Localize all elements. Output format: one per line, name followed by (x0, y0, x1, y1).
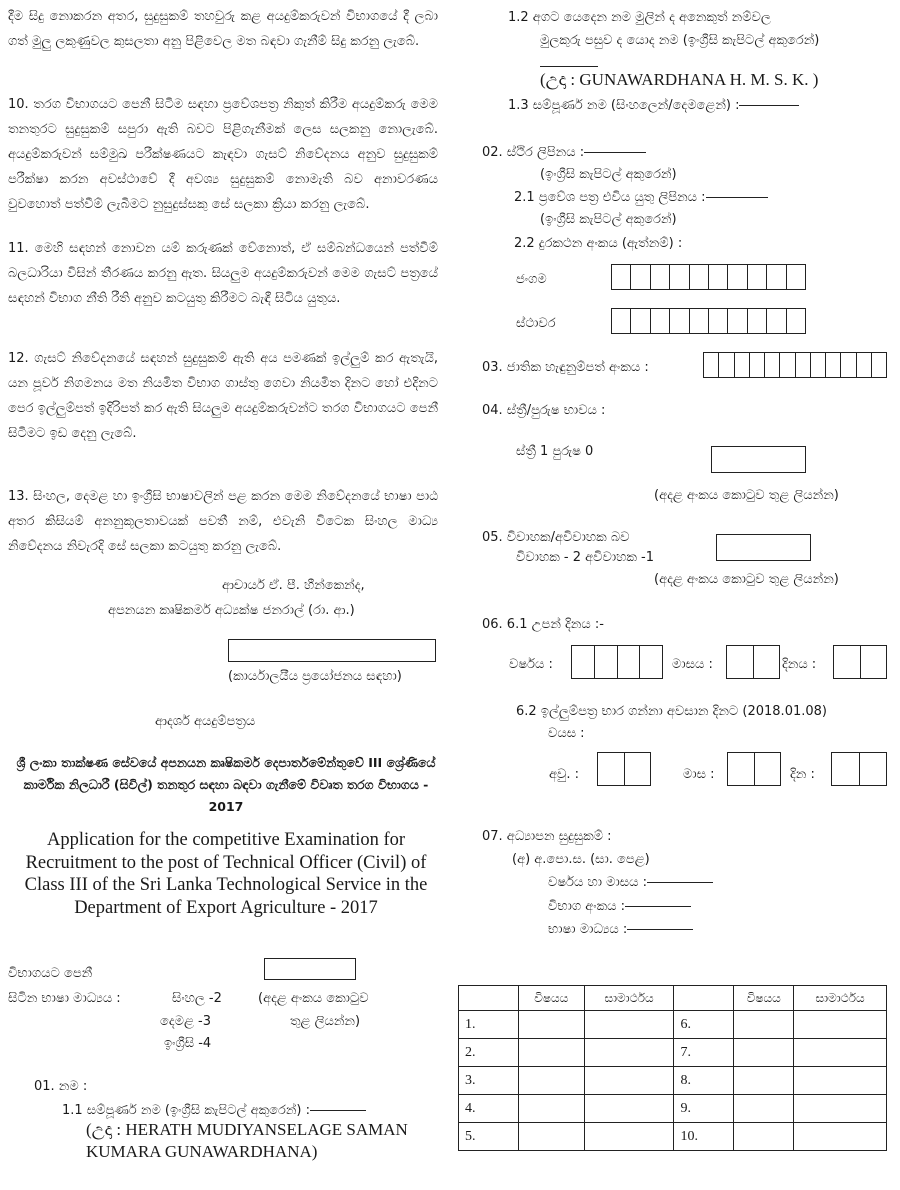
q13-text: 1.3 සම්පූර්ණ නම (සිංහලෙන්/දෙමළෙන්) : (508, 98, 740, 113)
q04-note: (අදළ අංකය කොටුව තුළ ලියන්න) (654, 488, 839, 503)
q12-label-line1: 1.2 අගට යෙදෙන නම මුලින් ද අනෙකුත් නම්වල (508, 10, 771, 25)
medium-label-line2: සිටින භාෂා මාධ්‍යය : (8, 991, 121, 1006)
sinhala-title: ශ්‍රී ලංකා තාක්ෂණ සේවයේ අපනයන කෘෂිකර්ම දෙපාර්තමේන්තුවේ III ශ්‍රේණියේ කාර්මික නිලධාරී (සිවිල්) තනතුර සඳහා බඳවා ගැනීමේ විවෘත තරග විභාගය - 2017 (16, 755, 436, 814)
q07-year-month-blank[interactable] (647, 882, 713, 883)
subject-cell[interactable] (518, 1067, 584, 1095)
age-months-label: මාස : (683, 767, 715, 782)
paragraph-13: 13. සිංහල, දෙමළ හා ඉංග්‍රීසි භාෂාවලින් පළ කරන මෙම නිවේදනයේ භාෂා පාඨ අතර කිසියම් අනනුකූලතාවයක් පවතී නම්, එවැනි විටෙක සිංහල මාධ්‍ය නිවේදනය නිවැරදි සේ සලකා කටයුතු කරනු ලැබේ. (8, 489, 438, 554)
q11-blank[interactable] (310, 1110, 366, 1111)
medium-sinhala: සිංහල -2 (172, 991, 222, 1006)
q03-label: 03. ජාතික හැඳුනුම්පත් අංකය : (482, 360, 649, 375)
q05-note: (අදළ අංකය කොටුව තුළ ලියන්න) (654, 572, 839, 587)
header-grade: සාමාර්ථය (584, 986, 674, 1011)
q12-label-line2: මුලකුරු පසුව ද යොද නම (ඉංග්‍රීසි කැපිටල් අකුරෙන්) (540, 33, 820, 48)
q12-blank[interactable] (540, 66, 598, 67)
row-number: 7. (674, 1039, 734, 1067)
medium-box[interactable] (264, 958, 356, 980)
nic-boxes[interactable] (703, 352, 887, 378)
q21-blank[interactable] (706, 197, 768, 198)
subject-cell[interactable] (518, 1039, 584, 1067)
q21-label (514, 190, 768, 205)
grade-cell[interactable] (794, 1039, 887, 1067)
marital-box[interactable] (716, 534, 811, 561)
dob-day-label: දිනය : (782, 657, 817, 672)
table-row (459, 1123, 887, 1151)
q07-medium-blank[interactable] (627, 929, 693, 930)
paragraph-intro: දීම සිදු නොකරන අතර, සුදුසුකම් තහවුරු කළ අයදුම්කරුවන් විභාගයේ දී ලබා ගත් මුලු ලකුණුවල කුසලතා අනු පිළිවෙල මත බඳවා ගැනීම් සිදු කරනු ලැබේ. (8, 9, 438, 49)
signatory-title: අපනයන කෘෂිකර්ම අධ්‍යක්ෂ ජනරාල් (රා. ආ.) (108, 603, 355, 618)
office-use-label: (කාර්යාලයීය ප්‍රයෝජනය සඳහා) (228, 669, 402, 684)
age-months-boxes[interactable] (727, 752, 781, 786)
q07-year-month-text: වර්ෂය හා මාසය : (548, 875, 647, 890)
q04-options: ස්ත්‍රී 1 පුරුෂ 0 (516, 444, 594, 459)
office-use-box[interactable] (228, 639, 436, 662)
subject-cell[interactable] (734, 1067, 794, 1095)
q04-label: 04. ස්ත්‍රී/පුරුෂ භාවය : (482, 403, 606, 418)
subject-cell[interactable] (734, 1039, 794, 1067)
q07-index-blank[interactable] (625, 906, 691, 907)
q62-label-line1: 6.2 ඉල්ලුම්පත්‍ර භාර ගන්නා අවසාන දිනට (2018.01.08) (516, 704, 827, 719)
grade-cell[interactable] (794, 1067, 887, 1095)
subject-cell[interactable] (734, 1011, 794, 1039)
age-years-label: අවු. : (549, 767, 579, 782)
row-number: 1. (459, 1011, 519, 1039)
row-number: 4. (459, 1095, 519, 1123)
grade-cell[interactable] (584, 1123, 674, 1151)
phone-fixed-boxes[interactable] (611, 308, 806, 334)
q05-options: විවාහක - 2 අවිවාහක -1 (516, 550, 654, 565)
grade-cell[interactable] (584, 1067, 674, 1095)
subject-cell[interactable] (734, 1123, 794, 1151)
subject-cell[interactable] (518, 1095, 584, 1123)
grade-cell[interactable] (584, 1011, 674, 1039)
q07-label: 07. අධ්‍යාපන සුදුසුකම් : (482, 829, 612, 844)
grade-cell[interactable] (794, 1095, 887, 1123)
q02-sub: (ඉංග්‍රීසි කැපිටල් අකුරෙන්) (540, 167, 677, 182)
subject-cell[interactable] (518, 1123, 584, 1151)
q13-blank[interactable] (739, 105, 799, 106)
grade-cell[interactable] (584, 1039, 674, 1067)
grade-cell[interactable] (584, 1095, 674, 1123)
paragraph-11: 11. මෙහි සඳහන් නොවන යම් කරුණක් වේනොත්, ඒ සම්බන්ධයෙන් පත්වීම් බලධාරියා විසින් තීරණය කරනු ඇත. සියලුම අයදුම්කරුවන් මෙම ගැසට් පත්‍රයේ සඳහන් විභාග නීති රීති අනුව කටයුතු කිරීමට බැඳී සිටිය යුතුය. (8, 241, 438, 306)
row-number: 8. (674, 1067, 734, 1095)
dob-month-label: මාසය : (672, 657, 713, 672)
medium-note-line1: (අදළ අංකය කොටුව (258, 991, 369, 1006)
q02-text: 02. ස්ථිර ලිපිනය : (482, 145, 585, 160)
row-number: 3. (459, 1067, 519, 1095)
q11-text: 1.1 සම්පූර්ණ නම (ඉංග්‍රීසි කැපිටල් අකුරෙන්) : (62, 1103, 310, 1118)
q07-year-month (548, 875, 713, 890)
row-number: 6. (674, 1011, 734, 1039)
q07-medium-text: භාෂා මාධ්‍යය : (548, 922, 628, 937)
table-row (459, 1067, 887, 1095)
q11-label (62, 1103, 366, 1118)
header-subject: විෂයය (734, 986, 794, 1011)
grade-cell[interactable] (794, 1011, 887, 1039)
age-days-boxes[interactable] (831, 752, 887, 786)
table-row (459, 1039, 887, 1067)
medium-label-line1: විභාගයට පෙනී (8, 966, 93, 981)
row-number: 2. (459, 1039, 519, 1067)
dob-year-label: වර්ෂය : (509, 657, 553, 672)
signatory-name: ආචාර්ය ඒ. පී. හීන්කෙන්ද, (222, 578, 365, 593)
q01-label: 01. නම : (34, 1079, 88, 1094)
gender-box[interactable] (711, 446, 806, 473)
paragraph-12: 12. ගැසට් නිවේදනයේ සඳහන් සුදුසුකම් ඇති අය පමණක් ඉල්ලුම් කර ඇතැයි, යන පූර්ව නිගමනය මත නියමිත විභාග ගාස්තු ගෙවා නියමිත දිනට හෝ එදිනට පෙර ඉල්ලුම්පත් ඉදිරිපත් කර ඇති සියලුම අයදුම්කරුවන්ට තරග විභාගයට පෙනී සිටීමට ඉඩ දෙනු ලැබේ. (8, 351, 438, 441)
model-form-heading: ආදර්ශ අයදුම්පත්‍රය (155, 714, 256, 729)
phone-mobile-label: ජංගම (516, 272, 547, 287)
english-title: Application for the competitive Examination for Recruitment to the post of Technical Officer (Civil) of Class III of the Sri Lanka Technological Service in the Department of Export Agriculture - 2017 (24, 830, 428, 918)
subject-cell[interactable] (518, 1011, 584, 1039)
q11-example-line2: KUMARA GUNAWARDHANA) (86, 1142, 318, 1161)
row-number: 5. (459, 1123, 519, 1151)
q07-index (548, 899, 691, 914)
q05-label: 05. විවාහක/අවිවාහක බව (482, 530, 630, 545)
q13-label (508, 98, 799, 113)
phone-mobile-boxes[interactable] (611, 264, 806, 290)
q12-example: (උදා : GUNAWARDHANA H. M. S. K. ) (540, 70, 819, 89)
medium-tamil: දෙමළ -3 (160, 1014, 211, 1029)
row-number: 10. (674, 1123, 734, 1151)
header-grade: සාමාර්ථය (794, 986, 887, 1011)
dob-year-boxes[interactable] (571, 645, 663, 679)
medium-english: ඉංග්‍රීසි -4 (164, 1036, 212, 1051)
q21-text: 2.1 ප්‍රවේශ පත්‍ර එවිය යුතු ලිපිනය : (514, 190, 706, 205)
grade-cell[interactable] (794, 1123, 887, 1151)
table-header-row (459, 986, 887, 1011)
subject-cell[interactable] (734, 1095, 794, 1123)
dob-day-boxes[interactable] (833, 645, 887, 679)
q21-sub: (ඉංග්‍රීසි කැපිටල් අකුරෙන්) (540, 212, 677, 227)
q07-sub: (අ) අ.පො.ස. (සා. පෙළ) (512, 852, 650, 867)
q62-label-line2: වයස : (548, 726, 585, 741)
q06-label: 06. 6.1 උපන් දිනය :- (482, 617, 604, 632)
q22-label: 2.2 දුරකථන අංකය (ඇත්නම්) : (514, 236, 683, 251)
medium-note-line2: තුළ ලියන්න) (290, 1014, 361, 1029)
row-number: 9. (674, 1095, 734, 1123)
results-table (458, 985, 887, 1151)
q11-example-line1: (උදා : HERATH MUDIYANSELAGE SAMAN (86, 1120, 408, 1139)
table-row (459, 1095, 887, 1123)
table-row (459, 1011, 887, 1039)
q07-medium (548, 922, 693, 937)
age-years-boxes[interactable] (597, 752, 651, 786)
q07-index-text: විභාග අංකය : (548, 899, 626, 914)
dob-month-boxes[interactable] (726, 645, 780, 679)
header-subject: විෂයය (518, 986, 584, 1011)
q02-blank[interactable] (584, 152, 646, 153)
age-days-label: දින : (790, 767, 815, 782)
paragraph-10: 10. තරග විභාගයට පෙනී සිටීම සඳහා ප්‍රවේශපත්‍ර නිකුත් කිරීම අයදුම්කරු මෙම තනතුරට සුදුසුකම් සපුරා ඇති බවට පිළිගැනීමක් ලෙස සලකනු නොලැබේ. අයදුම්කරුවන් සම්මුඛ පරීක්ෂණයට කැඳවා ගැසට් නිවේදනය අනුව සුදුසුකම් පරීක්ෂා කරන අවස්ථාවේ දී අවශ්‍ය සුදුසුකම් නොමැති බව අනාවරණය වුවහොත් පත්වීම් ලැබීමට නුසුදුස්සකු සේ සලකා ක්‍රියා කරනු ලැබේ. (8, 97, 438, 212)
phone-fixed-label: ස්ථාවර (516, 316, 556, 331)
q02-label (482, 145, 646, 160)
